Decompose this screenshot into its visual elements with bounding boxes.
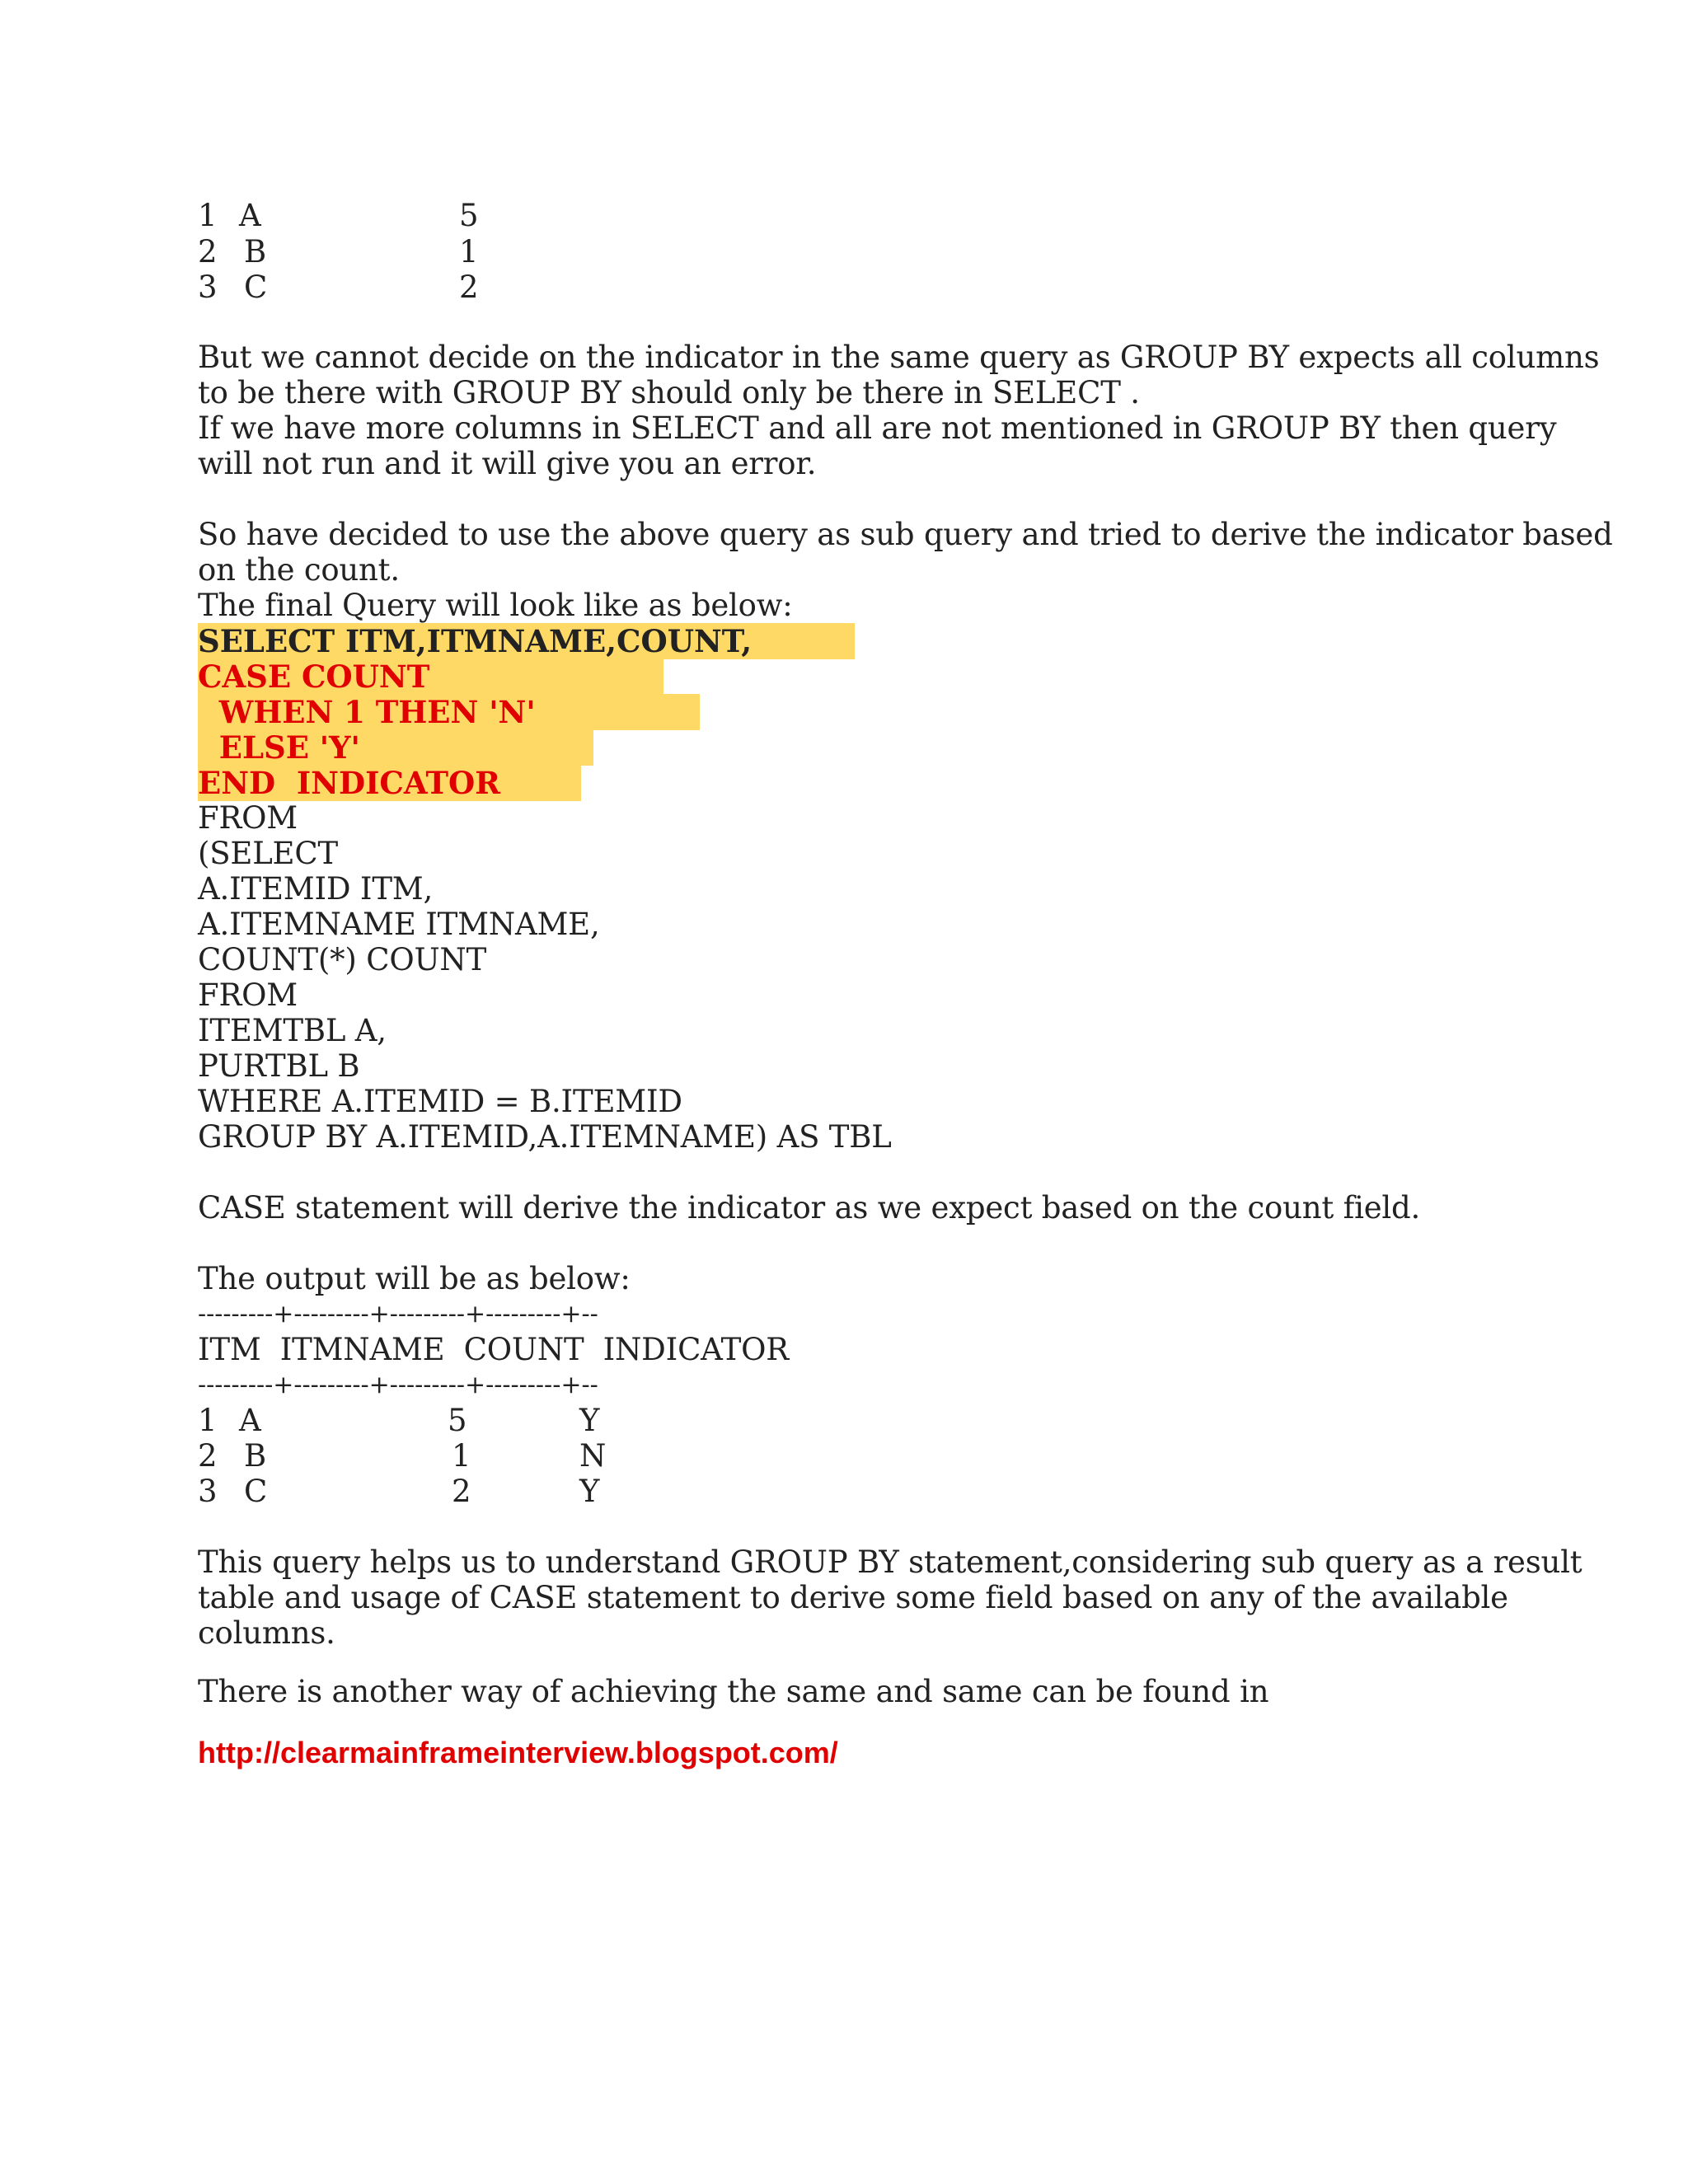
table-cell-name: C (244, 269, 268, 305)
paragraph-line: If we have more columns in SELECT and all are not mentioned in GROUP BY then query (198, 410, 1557, 446)
paragraph-line: table and usage of CASE statement to derive some field based on any of the available (198, 1580, 1508, 1615)
table-separator: ---------+---------+---------+---------+-- (198, 1371, 598, 1399)
table-cell-name: B (244, 234, 267, 269)
table-cell-itm: 2 (198, 234, 218, 269)
query-line-end: END INDICATOR (198, 765, 501, 801)
table-cell-name: A (239, 198, 261, 233)
subquery-line: A.ITEMNAME ITMNAME, (198, 907, 600, 942)
table-header: ITM ITMNAME COUNT INDICATOR (198, 1332, 789, 1367)
table-cell-itm: 3 (198, 269, 218, 305)
subquery-line: ITEMTBL A, (198, 1013, 387, 1048)
paragraph-line: This query helps us to understand GROUP BY statement,considering sub query as a result (198, 1544, 1582, 1580)
subquery-line: COUNT(*) COUNT (198, 942, 487, 977)
paragraph-line: There is another way of achieving the same and same can be found in (198, 1674, 1269, 1709)
output-intro: The output will be as below: (198, 1261, 631, 1296)
table-cell-itm: 1 (198, 198, 218, 233)
table-cell-count: 1 (452, 1438, 471, 1474)
paragraph-line: The final Query will look like as below: (198, 588, 793, 623)
paragraph-line: on the count. (198, 552, 400, 588)
table-cell-name: A (239, 1403, 261, 1438)
blog-link[interactable]: http://clearmainframeinterview.blogspot.com/ (198, 1736, 838, 1769)
subquery-line: FROM (198, 800, 298, 836)
subquery-line: GROUP BY A.ITEMID,A.ITEMNAME) AS TBL (198, 1119, 892, 1155)
table-cell-count: 2 (452, 1474, 471, 1509)
table-cell-name: B (244, 1438, 267, 1474)
table-cell-itm: 2 (198, 1438, 218, 1474)
paragraph-line: will not run and it will give you an error. (198, 446, 817, 481)
table-cell-itm: 3 (198, 1474, 218, 1509)
subquery-line: WHERE A.ITEMID = B.ITEMID (198, 1084, 682, 1119)
subquery-line: FROM (198, 977, 298, 1013)
table-cell-indicator: Y (579, 1474, 600, 1509)
query-line-case: CASE COUNT (198, 658, 430, 695)
paragraph-line: So have decided to use the above query as sub query and tried to derive the indicator based (198, 517, 1613, 552)
table-cell-count: 1 (459, 234, 479, 269)
subquery-line: (SELECT (198, 836, 338, 871)
table-cell-count: 5 (448, 1403, 467, 1438)
paragraph-line: But we cannot decide on the indicator in the same query as GROUP BY expects all columns (198, 340, 1600, 375)
table-cell-indicator: Y (579, 1403, 600, 1438)
query-line-select: SELECT ITM,ITMNAME,COUNT, (198, 623, 753, 659)
table-cell-count: 5 (459, 198, 479, 233)
paragraph-line: columns. (198, 1615, 335, 1651)
query-line-else: ELSE 'Y' (198, 729, 360, 766)
table-cell-name: C (244, 1474, 268, 1509)
subquery-line: A.ITEMID ITM, (198, 871, 434, 907)
paragraph-line: CASE statement will derive the indicator as we expect based on the count field. (198, 1190, 1421, 1226)
table-separator: ---------+---------+---------+---------+-- (198, 1300, 598, 1329)
paragraph-line: to be there with GROUP BY should only be there in SELECT . (198, 375, 1140, 410)
table-cell-count: 2 (459, 269, 479, 305)
query-line-when: WHEN 1 THEN 'N' (198, 694, 536, 730)
table-cell-itm: 1 (198, 1403, 218, 1438)
subquery-line: PURTBL B (198, 1048, 360, 1084)
table-cell-indicator: N (579, 1438, 607, 1474)
